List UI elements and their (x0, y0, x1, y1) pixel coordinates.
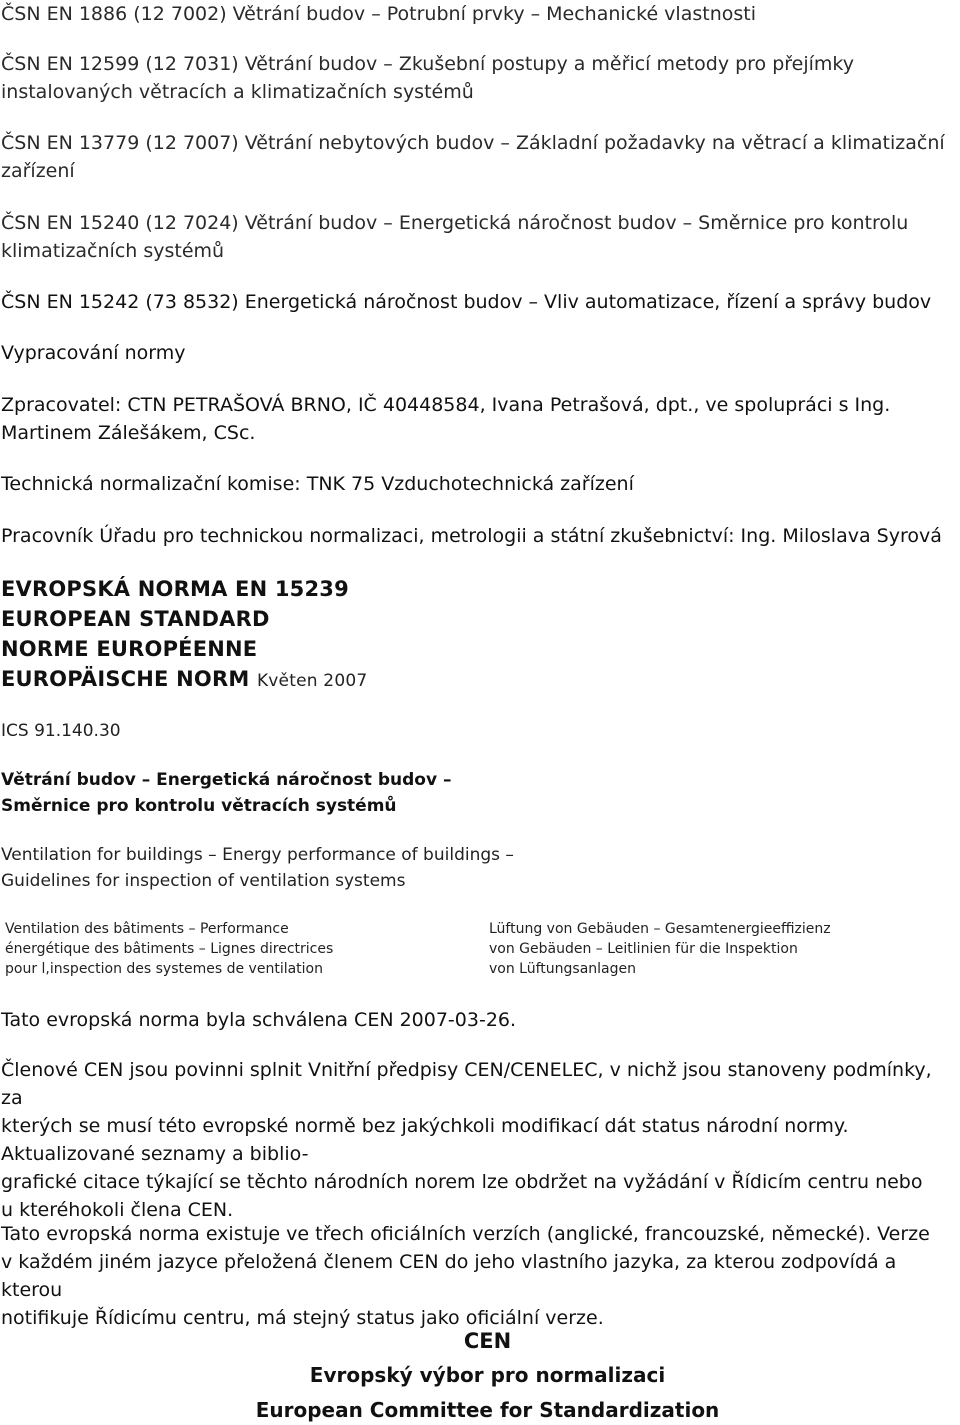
paragraph-line: notifikuje Řídicímu centru, má stejný status jako oficiální verze. (1, 1307, 604, 1329)
versions-paragraph (1, 1220, 959, 1332)
preparation-heading-block (1, 339, 956, 367)
norm-title-cz: EVROPSKÁ NORMA EN 15239 (1, 577, 349, 601)
norm-title-block (1, 574, 956, 696)
cen-footer (0, 1326, 960, 1425)
author-line: Zpracovatel: CTN PETRAŠOVÁ BRNO, IČ 40448584, Ivana Petrašová, dpt., ve spolupráci s Ing. (1, 394, 891, 416)
reference-line: klimatizačních systémů (1, 240, 225, 262)
norm-date: Květen 2007 (256, 671, 368, 691)
paragraph-line: Členové CEN jsou povinni splnit Vnitřní předpisy CEN/CENELEC, v nichž jsou stanoveny podmínky, za (1, 1059, 932, 1109)
reference-en-15242 (1, 288, 956, 316)
norm-name-de-line: von Gebäuden – Leitlinien für die Inspektion (489, 941, 798, 957)
norm-name-cz-line: Směrnice pro kontrolu větracích systémů (1, 796, 397, 816)
reference-line: ČSN EN 1886 (12 7002) Větrání budov – Potrubní prvky – Mechanické vlastnosti (1, 3, 756, 25)
approval-statement: Tato evropská norma byla schválena CEN 2007-03-26. (1, 1009, 517, 1031)
cen-name-en: European Committee for Standardization (255, 1398, 720, 1422)
author-line: Martinem Zálešákem, CSc. (1, 422, 256, 444)
norm-title-de-row (1, 664, 956, 696)
norm-name-fr-line: énergétique des bâtiments – Lignes directrices (5, 941, 334, 957)
norm-name-cz-line: Větrání budov – Energetická náročnost budov – (1, 770, 452, 790)
reference-en-12599 (1, 50, 956, 106)
norm-name-de-line: Lüftung von Gebäuden – Gesamtenergieeffizienz (489, 921, 831, 937)
paragraph-line: Aktualizované seznamy a biblio- (1, 1143, 309, 1165)
norm-name-en (1, 842, 956, 894)
officer-block (1, 522, 956, 550)
reference-line: ČSN EN 12599 (12 7031) Větrání budov – Zkušební postupy a měřicí metody pro přejímky (1, 53, 854, 75)
members-paragraph (1, 1056, 959, 1224)
reference-line: ČSN EN 13779 (12 7007) Větrání nebytových budov – Základní požadavky na větrací a klimatizační (1, 132, 945, 154)
reference-line: instalovaných větracích a klimatizačních systémů (1, 81, 474, 103)
norm-name-de (489, 919, 949, 979)
reference-en-1886 (1, 0, 956, 28)
norm-name-fr (5, 919, 445, 979)
ics-code: ICS 91.140.30 (1, 721, 121, 741)
cen-acronym: CEN (463, 1329, 512, 1353)
reference-en-13779 (1, 129, 956, 185)
norm-name-fr-line: Ventilation des bâtiments – Performance (5, 921, 289, 937)
committee-line: Technická normalizační komise: TNK 75 Vzduchotechnická zařízení (1, 473, 634, 495)
norm-name-en-line: Guidelines for inspection of ventilation systems (1, 871, 406, 891)
cen-name-cz: Evropský výbor pro normalizaci (309, 1363, 666, 1387)
committee-block (1, 470, 956, 498)
norm-title-fr: NORME EUROPÉENNE (1, 637, 258, 661)
paragraph-line: grafické citace týkající se těchto národních norem lze obdržet na vyžádání v Řídicím centru nebo (1, 1171, 923, 1193)
reference-line: ČSN EN 15240 (12 7024) Větrání budov – Energetická náročnost budov – Směrnice pro kontrolu (1, 212, 909, 234)
norm-name-fr-line: pour l,inspection des systemes de ventilation (5, 961, 323, 977)
norm-name-cz (1, 767, 956, 819)
reference-line: zařízení (1, 160, 75, 182)
norm-title-de: EUROPÄISCHE NORM (1, 667, 250, 691)
preparation-heading: Vypracování normy (1, 342, 186, 364)
norm-name-en-line: Ventilation for buildings – Energy performance of buildings – (1, 845, 514, 865)
paragraph-line: u kteréhokoli člena CEN. (1, 1199, 234, 1221)
author-block (1, 391, 956, 447)
paragraph-line: v každém jiném jazyce přeložená členem CEN do jeho vlastního jazyka, za kterou zodpovídá a kterou (1, 1251, 897, 1301)
officer-line: Pracovník Úřadu pro technickou normalizaci, metrologii a státní zkušebnictví: Ing. Miloslava Syrová (1, 525, 942, 547)
reference-line: ČSN EN 15242 (73 8532) Energetická náročnost budov – Vliv automatizace, řízení a správy budov (1, 291, 932, 313)
norm-title-en: EUROPEAN STANDARD (1, 607, 270, 631)
paragraph-line: Tato evropská norma existuje ve třech oficiálních verzích (anglické, francouzské, německé). Verze (1, 1223, 930, 1245)
norm-name-de-line: von Lüftungsanlagen (489, 961, 636, 977)
reference-en-15240 (1, 209, 956, 265)
paragraph-line: kterých se musí této evropské normě bez jakýchkoli modifikací dát status národní normy. (1, 1115, 849, 1137)
